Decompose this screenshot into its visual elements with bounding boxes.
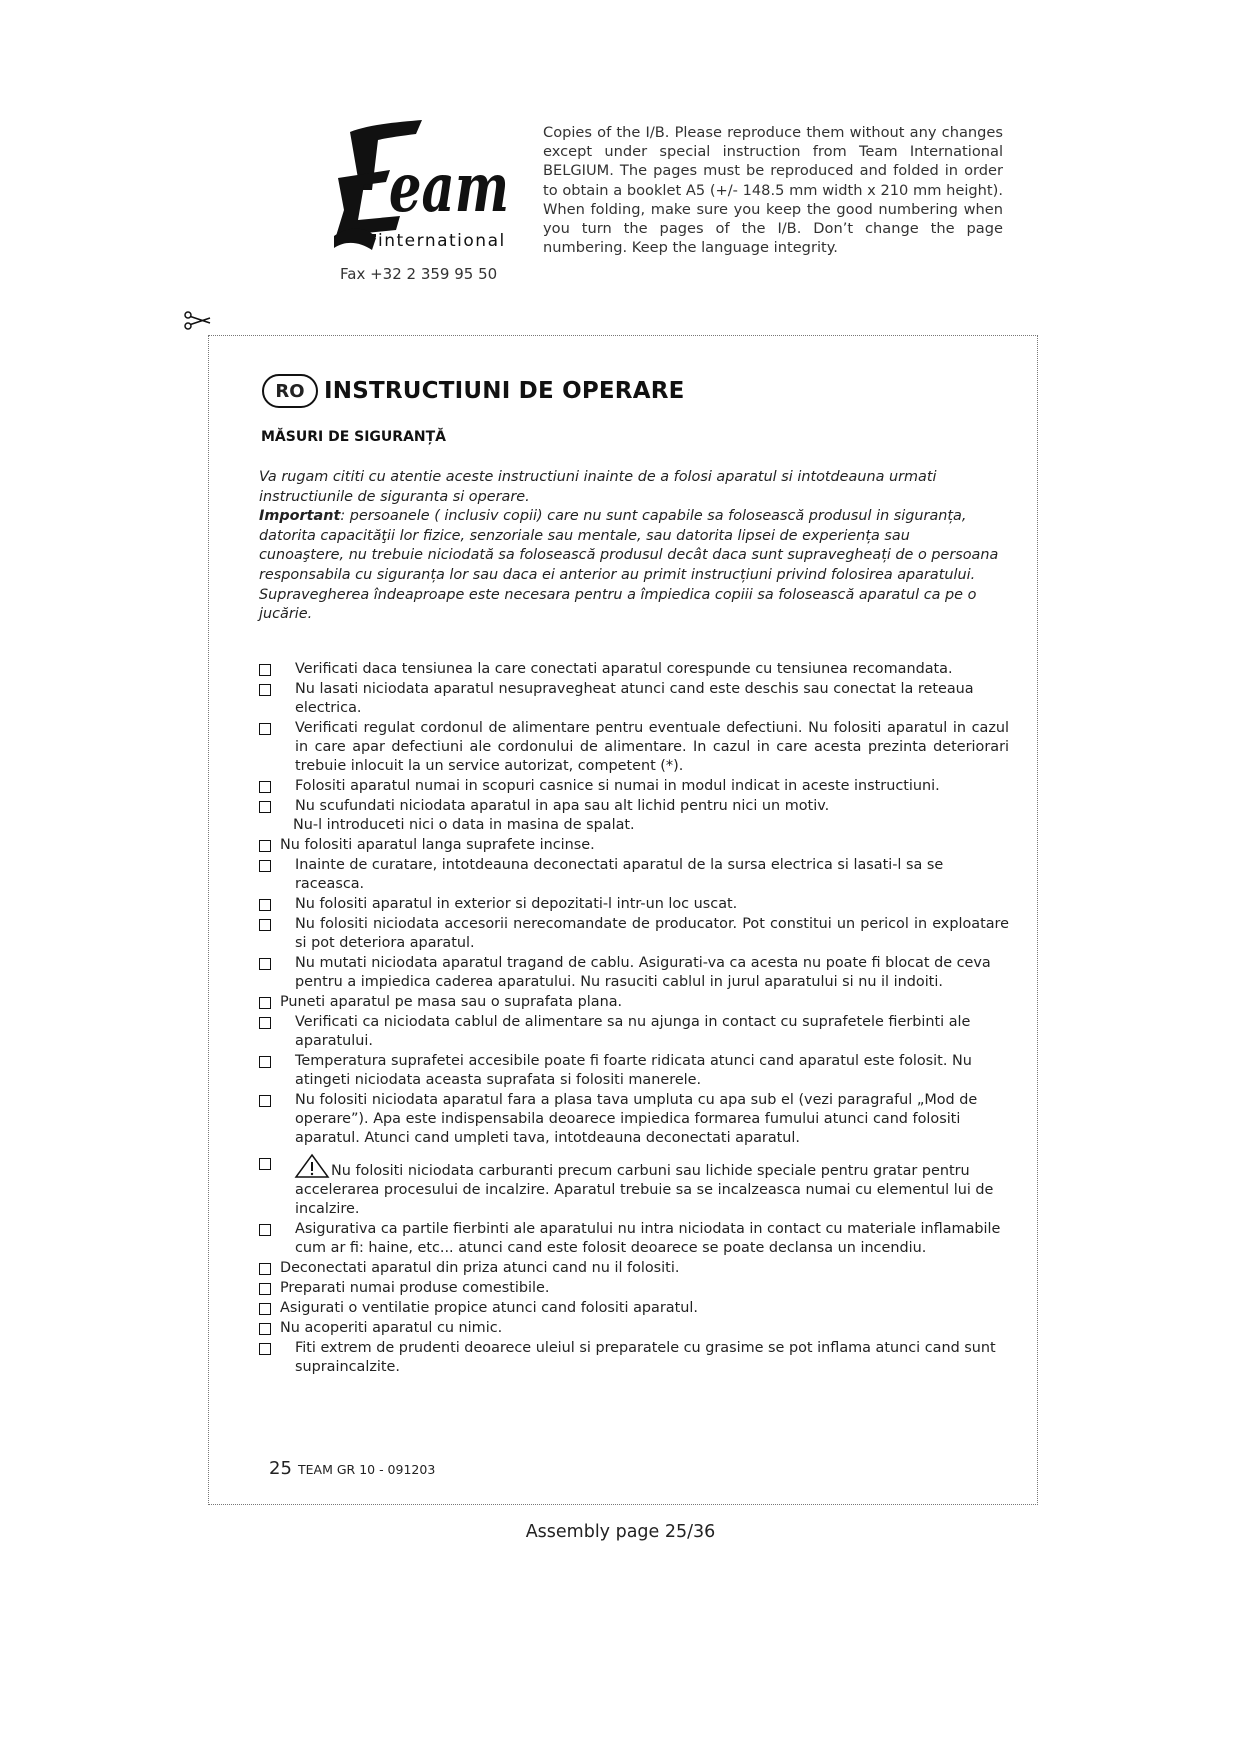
- list-item: Fiti extrem de prudenti deoarece uleiul si preparatele cu grasime se pot inflama atunci cand sunt supraincalzite.: [259, 1339, 1009, 1377]
- model-code: TEAM GR 10 - 091203: [298, 1462, 436, 1477]
- checkbox-bullet-icon: [259, 801, 271, 813]
- checkbox-bullet-icon: [259, 1056, 271, 1068]
- list-item: Nu folositi niciodata accesorii nerecomandate de producator. Pot constitui un pericol in exploatare si pot deteriora aparatul.: [259, 915, 1009, 953]
- svg-text:eam: eam: [388, 149, 510, 229]
- checkbox-bullet-icon: [259, 1017, 271, 1029]
- list-item: Asigurativa ca partile fierbinti ale aparatului nu intra niciodata in contact cu materiale inflamabile cum ar fi: haine, etc... atunci cand este folosit deoarece se poate declansa un incendiu.: [259, 1220, 1009, 1258]
- language-badge: RO: [262, 374, 318, 408]
- list-item: Puneti aparatul pe masa sau o suprafata plana.: [259, 993, 1009, 1012]
- checkbox-bullet-icon: [259, 664, 271, 676]
- checkbox-bullet-icon: [259, 919, 271, 931]
- checkbox-bullet-icon: [259, 1224, 271, 1236]
- list-item-continuation: Nu-l introduceti nici o data in masina de spalat.: [293, 817, 635, 833]
- checkbox-bullet-icon: [259, 997, 271, 1009]
- fax-number: Fax +32 2 359 95 50: [340, 265, 498, 283]
- list-item: Deconectati aparatul din priza atunci cand nu il folositi.: [259, 1259, 1009, 1278]
- intro-text: [259, 468, 999, 625]
- checkbox-bullet-icon: [259, 781, 271, 793]
- list-item: Nu scufundati niciodata aparatul in apa sau alt lichid pentru nici un motiv.: [259, 797, 1009, 816]
- checkbox-bullet-icon: [259, 723, 271, 735]
- list-item: Verificati daca tensiunea la care conectati aparatul corespunde cu tensiunea recomandata.: [259, 660, 1009, 679]
- list-item: Nu mutati niciodata aparatul tragand de cablu. Asigurati-va ca acesta nu poate fi blocat de ceva pentru a impiedica caderea aparatului. Nu rasuciti cablul in jurul aparatului si nu il indoiti.: [259, 954, 1009, 992]
- assembly-page-label: Assembly page 25/36: [525, 1522, 716, 1542]
- list-item: Nu acoperiti aparatul cu nimic.: [259, 1319, 1009, 1338]
- checkbox-bullet-icon: [259, 1095, 271, 1107]
- list-item: Verificati regulat cordonul de alimentare pentru eventuale defectiuni. Nu folositi aparatul in cazul in care apar defectiuni ale cordonului de alimentare. In cazul in care acesta prezinta deteriorari trebuie inlocuit la un service autorizat, competent (*).: [259, 719, 1009, 776]
- checkbox-bullet-icon: [259, 958, 271, 970]
- important-text: : persoanele ( inclusiv copii) care nu sunt capabile sa folosească produsul in siguranța, datorita capacităţii lor fizice, senzoriale sau mentale, sau datorita lipsei de experiența sau cunoaştere, nu trebuie niciodată sa folosească produsul decât daca sunt supravegheați de o persoana responsabila cu siguranța lor sau daca ei anterior au primit instrucțiuni privind folosirea aparatului.: [259, 508, 999, 583]
- checkbox-bullet-icon: [259, 1158, 271, 1170]
- checkbox-bullet-icon: [259, 840, 271, 852]
- intro-paragraph-1: Va rugam cititi cu atentie aceste instructiuni inainte de a folosi aparatul si intotdeauna urmati instructiunile de siguranta si operare.: [259, 469, 937, 505]
- list-item: Folositi aparatul numai in scopuri casnice si numai in modul indicat in aceste instructiuni.: [259, 777, 1009, 796]
- checkbox-bullet-icon: [259, 1323, 271, 1335]
- checkbox-bullet-icon: [259, 1283, 271, 1295]
- list-item: Temperatura suprafetei accesibile poate fi foarte ridicata atunci cand aparatul este folosit. Nu atingeti niciodata aceasta suprafata si folositi manerele.: [259, 1052, 1009, 1090]
- reproduction-instructions: Copies of the I/B. Please reproduce them without any changes except under special instruction from Team International BELGIUM. The pages must be reproduced and folded in order to obtain a booklet A5 (+/- 148.5 mm width x 210 mm height). When folding, make sure you keep the good numbering when you turn the pages of the I/B. Don’t change the page numbering. Keep the language integrity.: [543, 124, 1003, 257]
- scissors-icon: [182, 309, 212, 331]
- checkbox-bullet-icon: [259, 899, 271, 911]
- checkbox-bullet-icon: [259, 860, 271, 872]
- checkbox-bullet-icon: [259, 684, 271, 696]
- list-item: Nu folositi aparatul langa suprafete incinse.: [259, 836, 1009, 855]
- intro-paragraph-3: Supravegherea îndeaproape este necesara pentru a împiedica copiii sa folosească aparatul ca pe o jucărie.: [259, 586, 977, 623]
- list-item: Nu folositi niciodata aparatul fara a plasa tava umpluta cu apa sub el (vezi paragraful „Mod de operare”). Apa este indispensabila deoarece impiedica formarea fumului atunci cand folositi aparatul. Atunci cand umpleti tava, intotdeauna deconectati aparatul.: [259, 1091, 1009, 1148]
- section-heading: [262, 374, 685, 408]
- svg-text:international: international: [378, 231, 506, 251]
- list-item: Preparati numai produse comestibile.: [259, 1279, 1009, 1298]
- checkbox-bullet-icon: [259, 1343, 271, 1355]
- important-label: Important: [259, 508, 341, 525]
- page-title: INSTRUCTIUNI DE OPERARE: [324, 378, 685, 404]
- list-item: Nu folositi aparatul in exterior si depozitati-l intr-un loc uscat.: [259, 895, 1009, 914]
- list-item: Verificati ca niciodata cablul de alimentare sa nu ajunga in contact cu suprafetele fierbinti ale aparatului.: [259, 1013, 1009, 1051]
- checkbox-bullet-icon: [259, 1263, 271, 1275]
- list-item: Nu lasati niciodata aparatul nesupravegheat atunci cand este deschis sau conectat la reteaua electrica.: [259, 680, 1009, 718]
- intro-paragraph-2: [259, 507, 999, 585]
- page-number: 25: [269, 1458, 292, 1479]
- warning-triangle-icon: [295, 1154, 329, 1178]
- safety-subtitle: MĂSURI DE SIGURANȚĂ: [261, 429, 447, 445]
- safety-list: [259, 660, 1009, 1378]
- list-item: Nu folositi niciodata carburanti precum carbuni sau lichide speciale pentru gratar pentru accelerarea procesului de incalzire. Aparatul trebuie sa se incalzeasca numai cu elementul lui de incalzire.: [259, 1154, 1009, 1219]
- team-international-logo: [330, 120, 510, 255]
- list-item: Asigurati o ventilatie propice atunci cand folositi aparatul.: [259, 1299, 1009, 1318]
- checkbox-bullet-icon: [259, 1303, 271, 1315]
- list-item: Inainte de curatare, intotdeauna deconectati aparatul de la sursa electrica si lasati-l sa se raceasca.: [259, 856, 1009, 894]
